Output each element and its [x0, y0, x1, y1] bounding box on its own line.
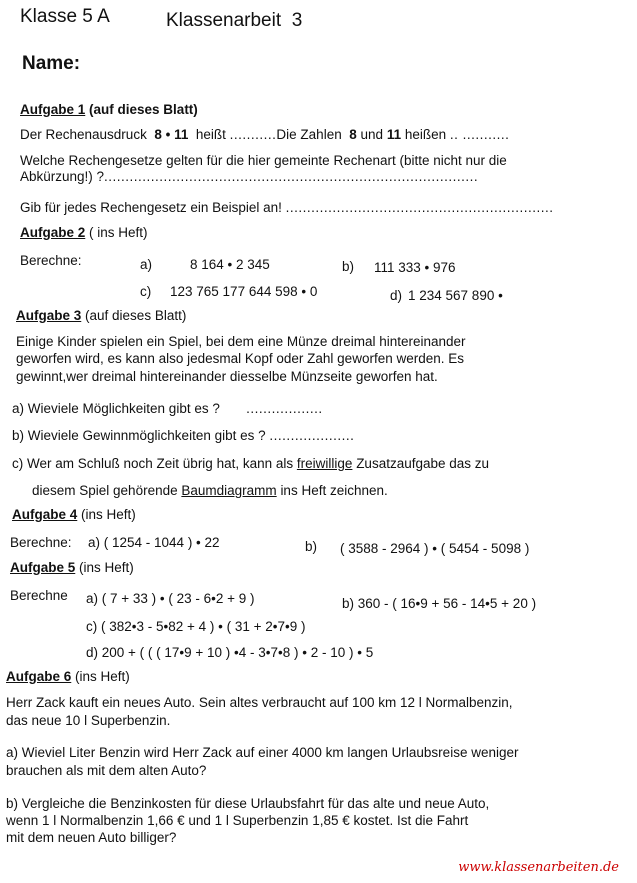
task1-label: Aufgabe 1	[20, 102, 86, 117]
task5-label: Aufgabe 5	[10, 560, 76, 575]
task1-blank4: ...............................................................	[285, 200, 554, 215]
task5-a: a) ( 7 + 33 ) • ( 23 - 6•2 + 9 )	[86, 591, 255, 606]
task3-label: Aufgabe 3	[16, 308, 82, 323]
task4-b-label: b)	[305, 539, 318, 554]
task2-b-expr: 111 333 • 976	[374, 260, 456, 275]
task5-b: b) 360 - ( 16•9 + 56 - 14•5 + 20 )	[342, 596, 537, 611]
task3-p2: geworfen wird, es kann also jedesmal Kopf oder Zahl geworfen werden. Es	[16, 351, 464, 366]
task2-heading	[20, 225, 148, 241]
task2-c-expr: 123 765 177 644 598 • 0	[170, 284, 318, 299]
task1-blank1: ...........	[229, 127, 277, 142]
task3-qb-blank: ....................	[269, 428, 355, 443]
task1-heading	[20, 102, 198, 118]
task3-qc1: c) Wer am Schluß noch Zeit übrig hat, kann als	[12, 456, 294, 471]
task3-qc-freiwillige: freiwillige	[296, 456, 353, 471]
task6-label: Aufgabe 6	[6, 669, 72, 684]
task3-note: (auf dieses Blatt)	[85, 308, 187, 323]
task4-heading	[12, 507, 136, 523]
exam-title	[166, 10, 302, 32]
task1-l4: Gib für jedes Rechengesetz ein Beispiel an!	[20, 200, 282, 215]
task2-d-expr: 1 234 567 890 •	[408, 288, 503, 303]
task1-expr: 8 • 11	[154, 127, 189, 142]
task1-line1	[20, 127, 509, 143]
task6-qb1: b) Vergleiche die Benzinkosten für diese Urlaubsfahrt für das alte und neue Auto,	[6, 796, 490, 811]
task3-p3: gewinnt,wer dreimal hintereinander diesselbe Münzseite geworfen hat.	[16, 369, 438, 384]
task1-blank2: .. ...........	[449, 127, 510, 142]
task2-a-expr: 8 164 • 2 345	[190, 257, 270, 272]
task4-berechne: Berechne:	[10, 535, 72, 550]
task5-c: c) ( 382•3 - 5•82 + 4 ) • ( 31 + 2•7•9 )	[86, 619, 306, 634]
task1-num11: 11	[386, 127, 402, 142]
task1-blank3: ........................................................................................	[104, 169, 479, 184]
task2-c-label: c)	[140, 284, 152, 299]
task1-line3	[20, 169, 478, 185]
task1-l3: Abkürzung!) ?	[20, 169, 105, 184]
task6-qb3: mit dem neuen Auto billiger?	[6, 830, 177, 845]
task1-l1a: Der Rechenausdruck	[20, 127, 147, 142]
task6-note: (ins Heft)	[75, 669, 130, 684]
task6-qa1: a) Wieviel Liter Benzin wird Herr Zack auf einer 4000 km langen Urlaubsreise weniger	[6, 745, 519, 760]
task2-note: ( ins Heft)	[89, 225, 148, 240]
exam-title-text: Klassenarbeit	[166, 10, 282, 31]
exam-number: 3	[291, 10, 303, 31]
footer-website-link[interactable]: www.klassenarbeiten.de	[458, 860, 619, 875]
task6-qa2: brauchen als mit dem alten Auto?	[6, 763, 207, 778]
task3-qc4: ins Heft zeichnen.	[280, 483, 388, 498]
task3-qb	[12, 428, 354, 444]
task3-heading	[16, 308, 186, 324]
task2-d-label: d)	[390, 288, 403, 303]
task3-p1: Einige Kinder spielen ein Spiel, bei dem eine Münze dreimal hintereinander	[16, 334, 466, 349]
task2-a-label: a)	[140, 257, 153, 272]
task6-p2: das neue 10 l Superbenzin.	[6, 713, 171, 728]
task2-berechne: Berechne:	[20, 253, 82, 268]
task3-qc2: Zusatzaufgabe das zu	[356, 456, 490, 471]
class-label: Klasse 5 A	[20, 6, 110, 27]
task1-num8: 8	[349, 127, 357, 142]
task1-und: und	[360, 127, 384, 142]
task3-qc-line1	[12, 456, 489, 472]
task3-qc3: diesem Spiel gehörende	[32, 483, 178, 498]
task3-qa-blank: ..................	[246, 401, 323, 416]
task3-qc-baumdiagramm: Baumdiagramm	[181, 483, 277, 498]
task1-line2: Welche Rechengesetze gelten für die hier gemeinte Rechenart (bitte nicht nur die	[20, 153, 507, 168]
task3-qc-line2	[32, 483, 388, 499]
task3-qa-text: a) Wieviele Möglichkeiten gibt es ?	[12, 401, 220, 416]
task4-a: a) ( 1254 - 1044 ) • 22	[88, 535, 220, 550]
task3-qa	[12, 401, 323, 417]
task6-qb2: wenn 1 l Normalbenzin 1,66 € und 1 l Superbenzin 1,85 € kostet. Ist die Fahrt	[6, 813, 469, 828]
task5-heading	[10, 560, 134, 576]
task3-qb-text: b) Wieviele Gewinnmöglichkeiten gibt es ?	[12, 428, 266, 443]
task5-d: d) 200 + ( ( ( 17•9 + 10 ) •4 - 3•7•8 ) • 2 - 10 ) • 5	[86, 645, 374, 660]
task4-note: (ins Heft)	[81, 507, 136, 522]
task5-note: (ins Heft)	[79, 560, 134, 575]
task4-label: Aufgabe 4	[12, 507, 78, 522]
task2-label: Aufgabe 2	[20, 225, 86, 240]
task1-l1b: heißt	[195, 127, 226, 142]
name-label: Name:	[22, 53, 81, 74]
task4-b-expr: ( 3588 - 2964 ) • ( 5454 - 5098 )	[340, 541, 530, 556]
task2-b-label: b)	[342, 259, 355, 274]
task1-line4	[20, 200, 553, 216]
task6-heading	[6, 669, 130, 685]
task1-l1d: heißen	[404, 127, 447, 142]
task5-berechne: Berechne	[10, 588, 68, 603]
task1-note: (auf dieses Blatt)	[89, 102, 198, 117]
task1-l1c: Die Zahlen	[276, 127, 342, 142]
task6-p1: Herr Zack kauft ein neues Auto. Sein altes verbraucht auf 100 km 12 l Normalbenzin,	[6, 695, 513, 710]
